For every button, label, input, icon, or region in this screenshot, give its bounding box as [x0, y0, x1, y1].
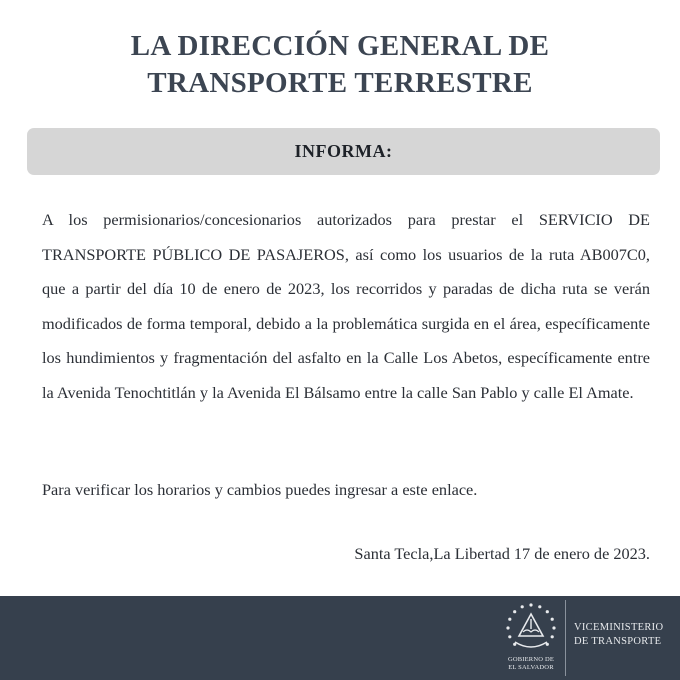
vice-line-2: DE TRANSPORTE [574, 636, 662, 647]
informa-banner [27, 128, 660, 175]
date-location-line: Santa Tecla,La Libertad 17 de enero de 2023. [354, 544, 650, 563]
footer-divider [565, 600, 566, 676]
title-line-1: LA DIRECCIÓN GENERAL DE [130, 30, 550, 62]
title-line-2: TRANSPORTE TERRESTRE [147, 67, 533, 99]
government-label [496, 656, 566, 671]
banner-label: INFORMA: [294, 141, 393, 161]
vice-line-1: VICEMINISTERIO [574, 622, 664, 633]
gov-line-1: GOBIERNO DE [507, 656, 555, 663]
footer-bar [0, 596, 680, 680]
announcement-paragraph: A los permisionarios/concesionarios autorizados para prestar el SERVICIO DE TRANSPORTE PÚBLICO DE PASAJEROS, así como los usuarios de la ruta AB007C0, que a partir del día 10 de enero de 2023, los recorridos y paradas de dicha ruta se verán modificados de forma temporal, debido a la problemática surgida en el área, específicamente los hundimientos y fragmentación del asfalto en la Calle Los Abetos, específicamente entre la Avenida Tenochtitlán y la Avenida El Bálsamo entre la calle San Pablo y calle El Amate. [42, 210, 650, 402]
el-salvador-coat-of-arms-icon [505, 602, 557, 654]
page-title [0, 28, 680, 102]
viceministerio-label [574, 621, 663, 649]
gov-line-2: EL SALVADOR [508, 663, 554, 671]
verify-text: Para verificar los horarios y cambios puedes ingresar a este enlace. [42, 480, 478, 499]
